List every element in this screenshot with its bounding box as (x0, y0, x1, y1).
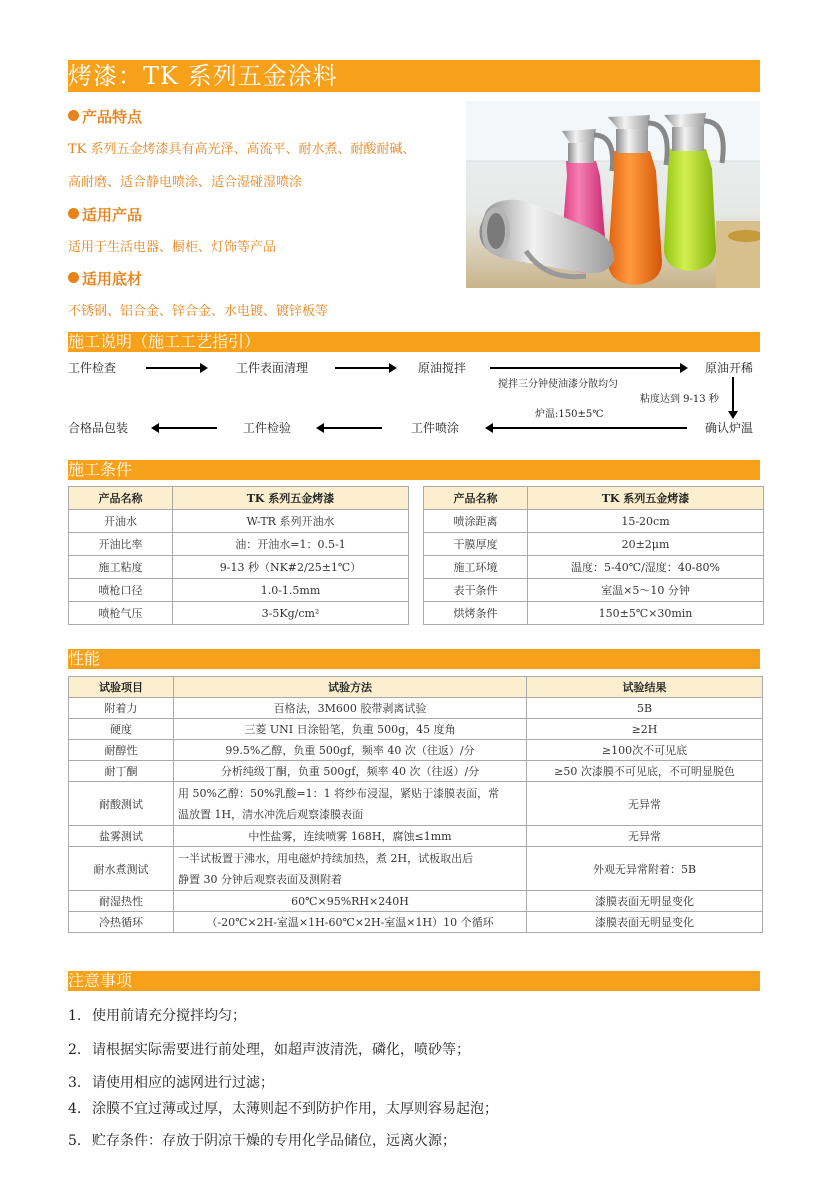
table-header: 试验结果 (527, 677, 763, 698)
flow-arrow-right-icon (335, 367, 395, 369)
flow-arrow-left-icon (153, 427, 217, 429)
conditions-heading-bar (68, 460, 760, 480)
flow-step-oven: 确认炉温 (705, 421, 754, 435)
list-item: 5. 贮存条件：存放于阴凉干燥的专用化学品储位，远离火源； (68, 1133, 456, 1149)
substrates-text: 不锈钢、铝合金、锌合金、水电镀、镀锌板等 (68, 304, 329, 319)
flow-step-check: 工件检验 (243, 421, 292, 435)
table-header: TK 系列五金烤漆 (173, 487, 409, 510)
bullet-dot-icon (68, 110, 79, 121)
performance-heading: 性能 (68, 649, 101, 668)
table-row: 硬度 三菱 UNI 日涂铅笔，负重 500g，45 度角 ≥2H (69, 719, 763, 740)
flow-step-thin: 原油开稀 (705, 361, 754, 375)
conditions-heading: 施工条件 (68, 460, 133, 479)
table-header-row (69, 677, 763, 698)
table-row: 喷枪口径 1.0-1.5mm (69, 579, 409, 602)
product-photo (466, 101, 760, 288)
flow-arrow-left-icon (318, 427, 382, 429)
conditions-table-left (68, 486, 409, 625)
page-title-bar (68, 60, 760, 92)
page-title: 烤漆：TK 系列五金涂料 (68, 62, 338, 90)
performance-heading-bar (68, 649, 760, 669)
table-row: 耐水煮测试 一半试板置于沸水，用电磁炉持续加热，煮 2H，试板取出后 静置 30 分钟后观察表面及测附着 外观无异常附着：5B (69, 847, 763, 891)
table-row: 开油比率 油：开油水=1：0.5-1 (69, 533, 409, 556)
bullet-dot-icon (68, 272, 79, 283)
list-item: 3. 请使用相应的滤网进行过滤； (68, 1075, 274, 1091)
table-row: 表干条件 室温×5～10 分钟 (424, 579, 764, 602)
flow-step-spray: 工件喷涂 (411, 421, 460, 435)
table-row: 耐酸测试 用 50%乙醇：50%乳酸=1：1 将纱布浸湿，紧贴于漆膜表面，常 温放置 1H，清水冲洗后观察漆膜表面 无异常 (69, 782, 763, 826)
bullet-dot-icon (68, 208, 79, 219)
process-heading: 施工说明（施工工艺指引） (68, 332, 261, 351)
flow-step-clean: 工件表面清理 (236, 361, 309, 375)
features-line-1: TK 系列五金烤漆具有高光泽、高流平、耐水煮、耐酸耐碱、 (68, 142, 416, 157)
list-item: 1. 使用前请充分搅拌均匀； (68, 1008, 246, 1024)
table-header: 试验方法 (174, 677, 527, 698)
table-header: 试验项目 (69, 677, 174, 698)
flow-arrow-down-icon (732, 377, 734, 413)
flow-step-package: 合格品包装 (68, 421, 129, 435)
applicable-products-text: 适用于生活电器、橱柜、灯饰等产品 (68, 240, 277, 255)
performance-table (68, 676, 763, 933)
notices-heading: 注意事项 (68, 971, 133, 990)
table-row: 施工环境 温度：5-40℃/湿度：40-80% (424, 556, 764, 579)
table-row: 烘烤条件 150±5℃×30min (424, 602, 764, 625)
process-heading-bar (68, 332, 760, 352)
list-item: 4. 涂膜不宜过薄或过厚，太薄则起不到防护作用，太厚则容易起泡； (68, 1101, 498, 1117)
table-header: 产品名称 (69, 487, 173, 510)
table-header-row (69, 487, 409, 510)
flow-arrow-left-icon (487, 427, 687, 429)
table-row: 盐雾测试 中性盐雾，连续喷雾 168H，腐蚀≤1mm 无异常 (69, 826, 763, 847)
table-header: 产品名称 (424, 487, 528, 510)
list-item: 2. 请根据实际需要进行前处理，如超声波清洗，磷化，喷砂等； (68, 1042, 470, 1058)
notices-heading-bar (68, 971, 760, 991)
substrates-heading: 适用底材 (68, 268, 142, 289)
features-heading: 产品特点 (68, 106, 142, 127)
conditions-table-right (423, 486, 764, 625)
table-header: TK 系列五金烤漆 (528, 487, 764, 510)
flow-step-stir: 原油搅拌 (418, 361, 467, 375)
flow-step-inspect: 工件检查 (68, 361, 117, 375)
flow-arrow-right-icon (146, 367, 206, 369)
flow-note-stir: 搅拌三分钟使油漆分散均匀 (498, 379, 618, 390)
flow-arrow-right-icon (490, 367, 686, 369)
table-row: 施工粘度 9-13 秒（NK#2/25±1℃） (69, 556, 409, 579)
table-row: 开油水 W-TR 系列开油水 (69, 510, 409, 533)
table-row: 耐醇性 99.5%乙醇，负重 500gf，频率 40 次（往返）/分 ≥100次不可见底 (69, 740, 763, 761)
table-row: 耐丁酮 分析纯级丁酮，负重 500gf，频率 40 次（往返）/分 ≥50 次漆膜不可见底，不可明显脱色 (69, 761, 763, 782)
table-row: 附着力 百格法，3M600 胶带剥离试验 5B (69, 698, 763, 719)
table-row: 干膜厚度 20±2μm (424, 533, 764, 556)
table-row: 冷热循环 （-20℃×2H-室温×1H-60℃×2H-室温×1H）10 个循环 漆膜表面无明显变化 (69, 912, 763, 933)
table-row: 喷枪气压 3-5Kg/cm² (69, 602, 409, 625)
flow-note-oven: 炉温:150±5℃ (535, 409, 604, 420)
features-line-2: 高耐磨、适合静电喷涂、适合湿碰湿喷涂 (68, 175, 303, 190)
applicable-products-heading: 适用产品 (68, 204, 142, 225)
table-row: 耐湿热性 60℃×95%RH×240H 漆膜表面无明显变化 (69, 891, 763, 912)
table-row: 喷涂距离 15-20cm (424, 510, 764, 533)
flow-note-viscosity: 粘度达到 9-13 秒 (640, 394, 719, 405)
table-header-row (424, 487, 764, 510)
